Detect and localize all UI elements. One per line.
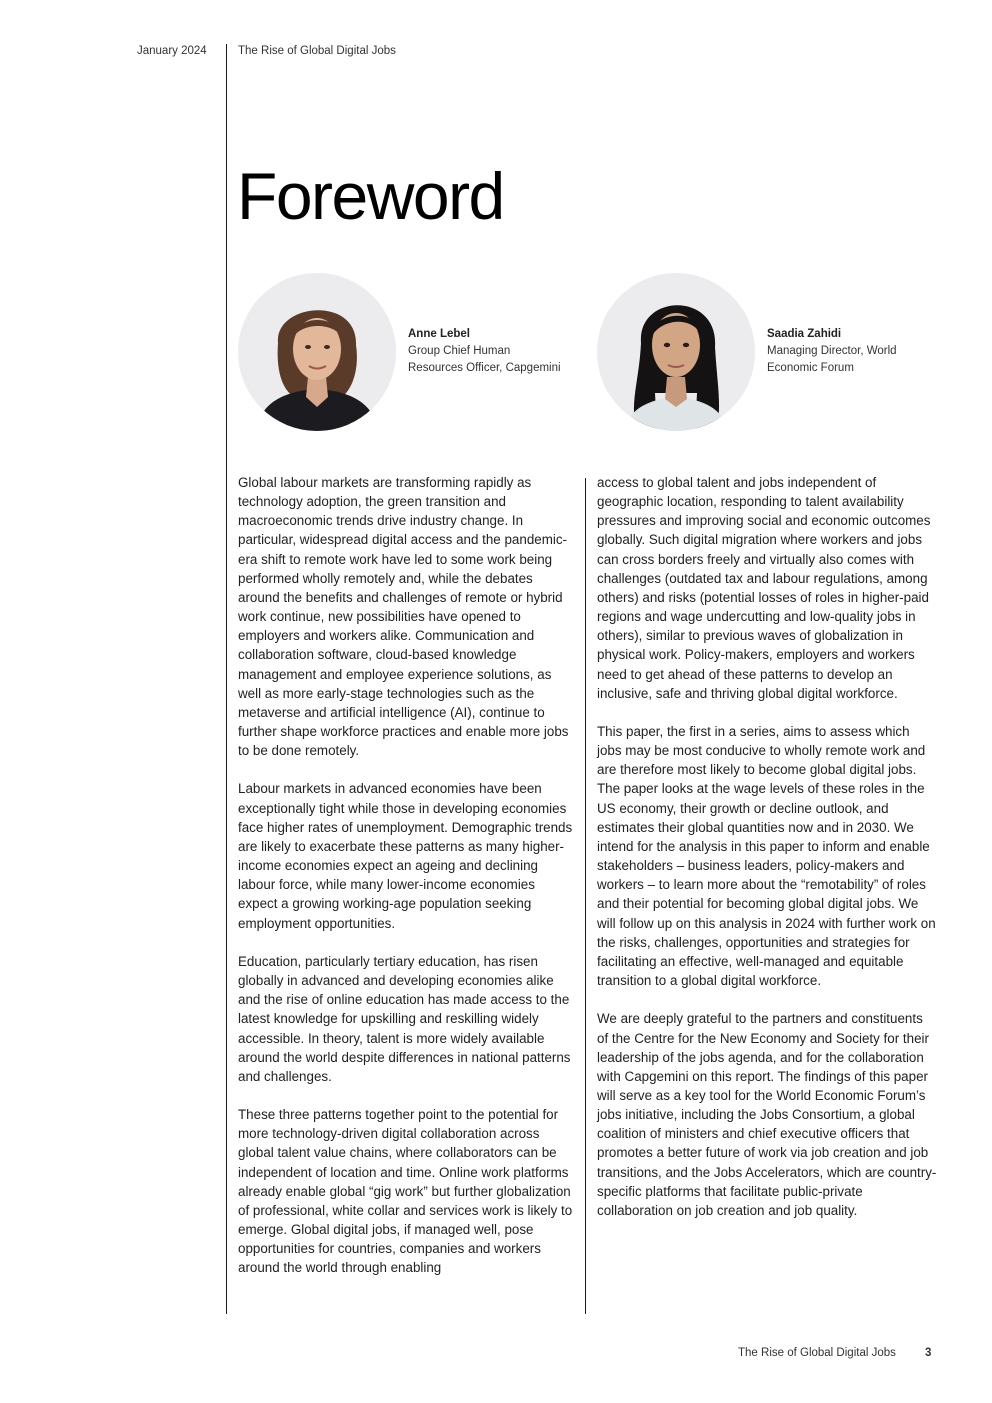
- footer-report-title: The Rise of Global Digital Jobs: [738, 1347, 896, 1359]
- header-report-title: The Rise of Global Digital Jobs: [238, 45, 396, 57]
- page-title: Foreword: [237, 159, 504, 233]
- author-role-line: Group Chief Human: [408, 345, 511, 357]
- body-paragraph: This paper, the first in a series, aims to assess which jobs may be most conducive to wholly remote work and are therefore most likely to become global digital jobs. The paper looks at the wage levels of these roles in the US economy, their growth or decline outlook, and estimates their global quantities now and in 2030. We intend for the analysis in this paper to inform and enable stakeholders – business leaders, policy-makers and workers – to learn more about the “remotability” of roles and their potential for becoming global digital jobs. We will follow up on this analysis in 2024 with further work on the risks, challenges, opportunities and strategies for facilitating an effective, well-managed and equitable transition to a global digital workforce.: [597, 724, 936, 989]
- author-role-line: Economic Forum: [767, 362, 854, 374]
- body-paragraph: Labour markets in advanced economies have been exceptionally tight while those in developing economies face higher rates of unemployment. Demographic trends are likely to exacerbate these patterns as many higher-income economies expect an ageing and declining labour force, while many lower-income economies expect a growing working-age population seeking employment opportunities.: [238, 781, 573, 931]
- author-name: Saadia Zahidi: [767, 328, 842, 340]
- author-role-line: Managing Director, World: [767, 345, 897, 357]
- body-paragraph: We are deeply grateful to the partners and constituents of the Centre for the New Economy and Society for their leadership of the jobs agenda, and for the collaboration with Capgemini on this report. The findings of this paper will serve as a key tool for the World Economic Forum’s jobs initiative, including the Jobs Consortium, a global coalition of ministers and chief executive officers that promotes a better future of work via job creation and job transitions, and the Jobs Accelerators, which are country-specific platforms that facilitate public-private collaboration on job creation and job quality.: [597, 1011, 937, 1218]
- page-number: 3: [925, 1347, 932, 1359]
- author-photo-saadia-zahidi: [597, 273, 755, 431]
- column-divider: [585, 478, 586, 1314]
- body-column-left: [238, 473, 578, 1278]
- author-role-line: Resources Officer, Capgemini: [408, 362, 561, 374]
- author-photo-anne-lebel: [238, 273, 396, 431]
- body-paragraph: Education, particularly tertiary education, has risen globally in advanced and developing economies alike and the rise of online education has made access to the latest knowledge for upskilling and reskilling widely accessible. In theory, talent is more widely available around the world despite differences in national patterns and challenges.: [238, 953, 571, 1084]
- header-date: January 2024: [137, 45, 207, 57]
- body-paragraph: Global labour markets are transforming rapidly as technology adoption, the green transition and macroeconomic trends drive industry change. In particular, widespread digital access and the pandemic-era shift to remote work have led to some work being performed wholly remotely and, while the debates around the benefits and challenges of remote or hybrid work continue, new possibilities have opened to employers and workers alike. Communication and collaboration software, cloud-based knowledge management and employee experience solutions, as well as more early-stage technologies such as the metaverse and artificial intelligence (AI), continue to further shape workforce practices and enable more jobs to be done remotely.: [238, 475, 569, 759]
- portrait-icon: [597, 273, 755, 431]
- margin-rule: [226, 44, 227, 1314]
- portrait-icon: [238, 273, 396, 431]
- author-card-saadia-zahidi: [767, 326, 897, 377]
- author-name: Anne Lebel: [408, 328, 470, 340]
- body-paragraph: These three patterns together point to the potential for more technology-driven digital collaboration across global talent value chains, where collaborators can be independent of location and time. Online work platforms already enable global “gig work” but further globalization of professional, white collar and services work is likely to emerge. Global digital jobs, if managed well, pose opportunities for countries, companies and workers around the world through enabling: [238, 1107, 573, 1276]
- author-card-anne-lebel: [408, 326, 561, 377]
- body-paragraph: access to global talent and jobs independent of geographic location, responding to talent availability pressures and improving social and economic outcomes globally. Such digital migration where workers and jobs can cross borders freely and virtually also comes with challenges (outdated tax and labour regulations, among others) and risks (potential losses of roles in higher-paid regions and wage undercutting and low-quality jobs in others), similar to previous waves of globalization in physical work. Policy-makers, employers and workers need to get ahead of these patterns to develop an inclusive, safe and thriving global digital workforce.: [597, 475, 931, 701]
- body-column-right: [597, 473, 937, 1220]
